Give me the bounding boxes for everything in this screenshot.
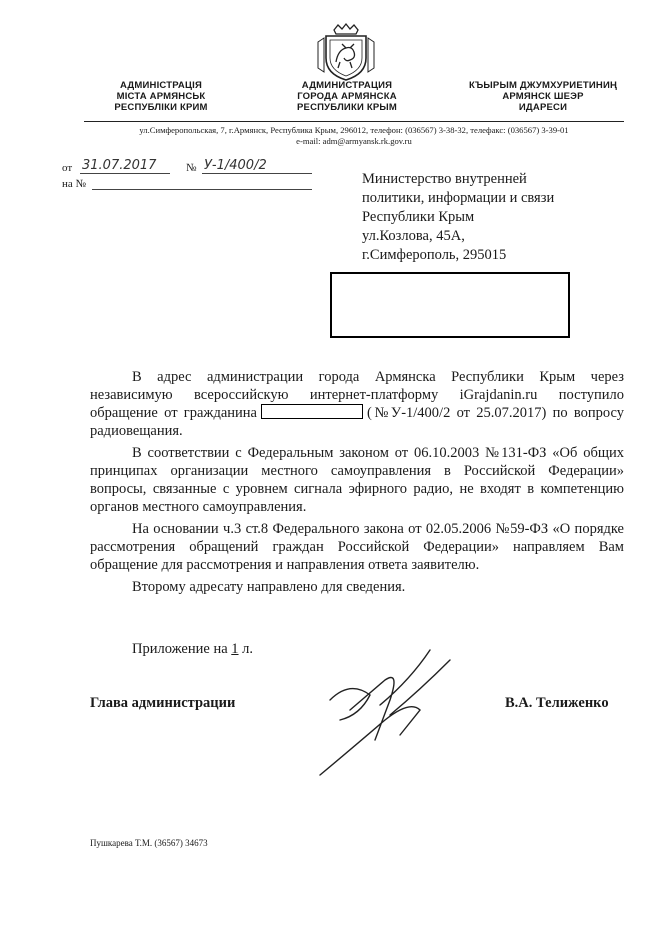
paragraph-1 bbox=[90, 368, 624, 440]
addressee-line: г.Симферополь, 295015 bbox=[362, 247, 507, 263]
number-value: У-1/400/2 bbox=[204, 158, 267, 173]
header-left-line: АДМИНІСТРАЦІЯ bbox=[119, 80, 203, 91]
paragraph-4: Второму адресату направлено для сведения. bbox=[132, 579, 406, 595]
handwritten-signature bbox=[290, 640, 460, 780]
addressee-line: ул.Козлова, 45А, bbox=[362, 228, 465, 244]
date-value: 31.07.2017 bbox=[82, 158, 157, 173]
paragraph-3: На основании ч.3 ст.8 Федерального закона от 02.05.2006 №59-ФЗ «О порядке рассмотрения обращений граждан Российской Федерации» направляем Вам обращение для рассмотрения и направления ответа заявителю. bbox=[90, 521, 624, 573]
header-right-line: ИДАРЕСИ bbox=[518, 102, 568, 113]
coat-of-arms-icon bbox=[316, 22, 376, 82]
signatory-name: В.А. Телиженко bbox=[505, 695, 609, 711]
header-right-line: КЪЫРЫМ ДЖУМХУРИЕТИНИҢ bbox=[468, 80, 618, 91]
header-left-line: РЕСПУБЛІКИ КРИМ bbox=[114, 102, 208, 113]
header-left-line: МІСТА АРМЯНСЬК bbox=[116, 91, 206, 102]
header-right-block bbox=[448, 80, 638, 113]
number-label: № bbox=[186, 162, 197, 174]
attachment-line bbox=[132, 641, 253, 658]
redacted-name bbox=[261, 404, 363, 419]
redacted-addressee-box bbox=[330, 272, 570, 338]
addressee-line: политики, информации и связи bbox=[362, 190, 555, 206]
letter-body bbox=[90, 368, 624, 600]
header-middle-line: АДМИНИСТРАЦИЯ bbox=[301, 80, 393, 91]
signatory-title: Глава администрации bbox=[90, 695, 236, 711]
attachment-count: 1 bbox=[231, 641, 239, 657]
paragraph-2: В соответствии с Федеральным законом от 06.10.2003 №131-ФЗ «Об общих принципах организации местного самоуправления в Российской Федерации» вопросы, связанные с уровнем сигнала эфирного радио, не входят в компетенцию органов местного самоуправления. bbox=[90, 445, 624, 515]
to-label: на № bbox=[62, 178, 87, 190]
reference-block bbox=[62, 160, 322, 192]
header-middle-line: ГОРОДА АРМЯНСКА bbox=[297, 91, 397, 102]
attachment-prefix: Приложение на bbox=[132, 641, 232, 657]
addressee-block bbox=[362, 170, 602, 265]
attachment-suffix: л. bbox=[238, 641, 254, 657]
header-middle-block bbox=[272, 80, 422, 113]
addressee-line: Республики Крым bbox=[362, 209, 475, 225]
contacts-email: e-mail: adm@armyansk.rk.gov.ru bbox=[296, 136, 412, 146]
addressee-line: Министерство внутренней bbox=[362, 171, 527, 187]
paragraph-1-end: (№У-1/400/2 от 25.07.2017) по вопросу радиовещания. bbox=[90, 405, 624, 439]
paragraph-1-start: В адрес администрации города Армянска Республики Крым через независимую всероссийскую интернет-платформу iGrajdanin.ru поступило обращение от гражданина bbox=[90, 369, 624, 421]
header-right-line: АРМЯНСК ШЕЭР bbox=[502, 91, 584, 102]
contacts-address: ул.Симферопольская, 7, г.Армянск, Республика Крым, 296012, телефон: (036567) 3-38-32, телефакс: (036567) 3-39-01 bbox=[139, 125, 569, 135]
executor-note: Пушкарева Т.М. (36567) 34673 bbox=[90, 838, 208, 848]
header-left-block bbox=[96, 80, 226, 113]
header-contacts bbox=[84, 125, 624, 147]
header-middle-line: РЕСПУБЛИКИ КРЫМ bbox=[297, 102, 397, 113]
from-label: от bbox=[62, 162, 73, 174]
header-divider bbox=[84, 121, 624, 122]
